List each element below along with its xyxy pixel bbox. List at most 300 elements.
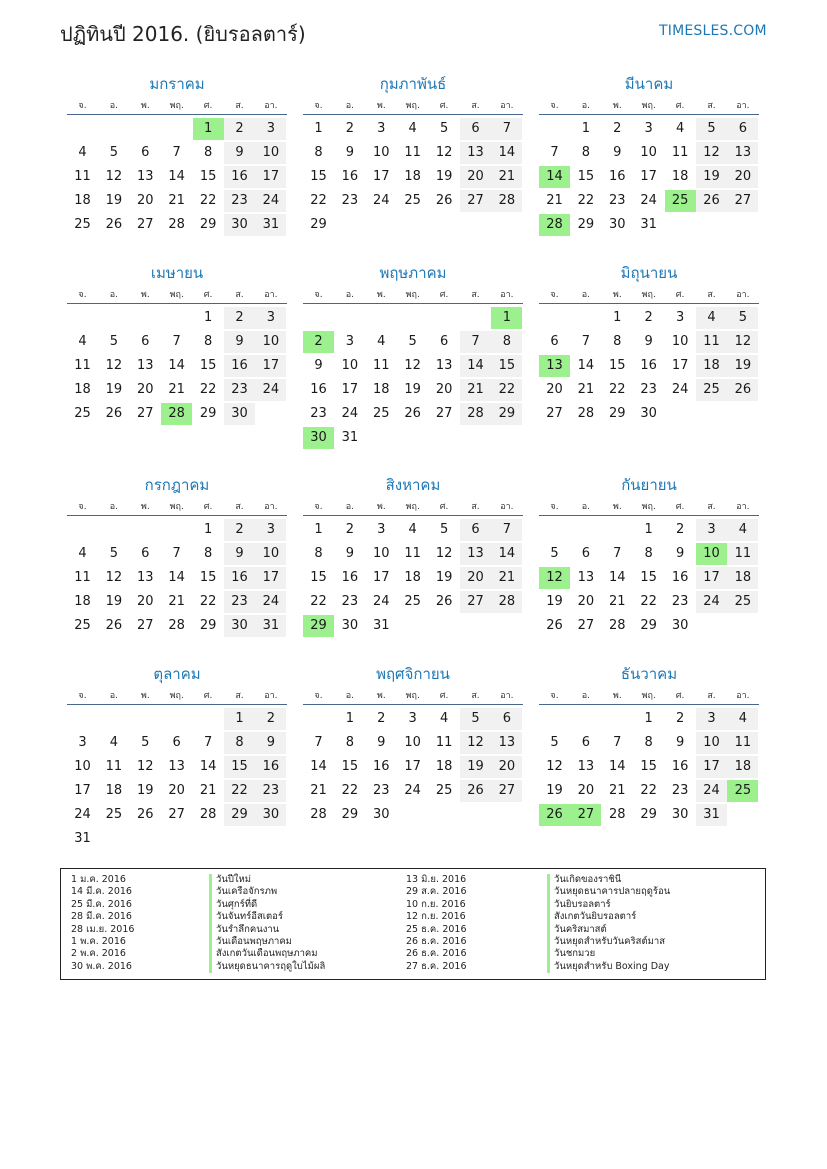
weekday-label: พ. xyxy=(140,290,150,300)
day-cell: 10 xyxy=(404,735,421,750)
day-cell: 26 xyxy=(435,193,453,208)
holiday-day-cell: 13 xyxy=(539,355,570,377)
day-cell: 9 xyxy=(255,732,286,754)
day-cell: 21 xyxy=(168,594,185,609)
day-cell: 17 xyxy=(696,756,727,778)
day-cell: 8 xyxy=(644,735,653,750)
day-cell: 15 xyxy=(640,759,657,774)
day-cell: 20 xyxy=(460,567,491,589)
day-cell: 6 xyxy=(727,118,758,140)
site-link[interactable]: TIMESLES.COM xyxy=(659,23,767,39)
day-cell: 25 xyxy=(373,406,390,421)
day-cell: 17 xyxy=(404,759,421,774)
legend-date: 14 มี.ค. 2016 xyxy=(71,886,132,898)
day-cell: 6 xyxy=(581,546,591,561)
day-cell: 13 xyxy=(577,759,595,774)
legend-date: 10 ก.ย. 2016 xyxy=(406,898,466,910)
legend-date: 26 ธ.ค. 2016 xyxy=(406,948,467,960)
day-cell: 20 xyxy=(577,783,595,798)
weekday-label: อา. xyxy=(500,502,514,512)
day-cell: 11 xyxy=(74,358,91,373)
month-name: มิถุนายน xyxy=(620,264,678,282)
day-cell: 16 xyxy=(310,382,327,397)
legend-holiday-name: วันชกมวย xyxy=(547,948,670,960)
day-cell: 2 xyxy=(345,121,355,136)
holiday-day-cell: 27 xyxy=(570,804,601,826)
day-cell: 22 xyxy=(640,783,657,798)
day-cell: 3 xyxy=(255,519,286,541)
day-cell: 29 xyxy=(199,217,217,232)
day-cell: 14 xyxy=(491,142,522,164)
day-cell: 28 xyxy=(577,406,595,421)
day-cell: 22 xyxy=(609,382,626,397)
weekday-label: อ. xyxy=(109,502,119,512)
day-cell: 27 xyxy=(577,618,595,633)
holiday-day-cell: 28 xyxy=(161,403,192,425)
day-cell: 28 xyxy=(310,807,327,822)
day-cell: 6 xyxy=(141,334,150,349)
day-cell: 6 xyxy=(460,519,491,541)
holiday-day-cell: 26 xyxy=(539,804,570,826)
day-cell: 31 xyxy=(640,217,657,232)
day-cell: 12 xyxy=(105,358,123,373)
legend-holiday-name: วันเครือจักรภพ xyxy=(209,886,325,898)
legend-holiday-name: วันรำลึกคนงาน xyxy=(209,924,325,936)
day-cell: 31 xyxy=(341,430,359,445)
day-cell: 4 xyxy=(439,711,449,726)
month-name: พฤษภาคม xyxy=(379,264,447,282)
day-cell: 26 xyxy=(696,190,727,212)
day-cell: 16 xyxy=(671,570,689,585)
day-cell: 27 xyxy=(137,217,154,232)
day-cell: 22 xyxy=(199,193,217,208)
day-cell: 25 xyxy=(105,807,123,822)
day-cell: 14 xyxy=(460,355,491,377)
day-cell: 28 xyxy=(199,807,217,822)
day-cell: 21 xyxy=(168,193,185,208)
day-cell: 23 xyxy=(671,783,689,798)
day-cell: 9 xyxy=(224,142,255,164)
day-cell: 26 xyxy=(137,807,154,822)
day-cell: 21 xyxy=(609,783,626,798)
day-cell: 16 xyxy=(373,759,390,774)
weekday-label: ศ. xyxy=(203,691,213,701)
day-cell: 19 xyxy=(696,166,727,188)
day-cell: 13 xyxy=(137,570,154,585)
day-cell: 13 xyxy=(137,169,154,184)
day-cell: 22 xyxy=(199,594,217,609)
day-cell: 31 xyxy=(74,831,91,846)
holiday-day-cell: 28 xyxy=(539,214,570,236)
day-cell: 29 xyxy=(640,618,657,633)
day-cell: 12 xyxy=(435,546,453,561)
day-cell: 13 xyxy=(168,759,185,774)
day-cell: 15 xyxy=(609,358,626,373)
day-cell: 17 xyxy=(255,567,286,589)
day-cell: 23 xyxy=(609,193,626,208)
day-cell: 11 xyxy=(696,331,727,353)
day-cell: 30 xyxy=(224,214,255,236)
day-cell: 7 xyxy=(203,735,213,750)
day-cell: 16 xyxy=(640,358,657,373)
weekday-label: อ. xyxy=(109,101,119,111)
day-cell: 14 xyxy=(168,169,185,184)
day-cell: 16 xyxy=(671,759,689,774)
day-cell: 4 xyxy=(377,334,386,349)
day-cell: 14 xyxy=(310,759,327,774)
weekday-label: อ. xyxy=(109,691,119,701)
weekday-label: จ. xyxy=(78,691,87,701)
weekday-label: จ. xyxy=(550,691,559,701)
weekday-label: อา. xyxy=(736,101,750,111)
day-cell: 20 xyxy=(727,166,758,188)
day-cell: 27 xyxy=(435,406,453,421)
day-cell: 30 xyxy=(671,618,689,633)
day-cell: 28 xyxy=(460,403,491,425)
weekday-label: อ. xyxy=(581,691,591,701)
weekday-label: อา. xyxy=(736,290,750,300)
day-cell: 8 xyxy=(224,732,255,754)
day-cell: 24 xyxy=(373,193,390,208)
day-cell: 20 xyxy=(137,594,154,609)
day-cell: 9 xyxy=(345,546,355,561)
day-cell: 21 xyxy=(491,166,522,188)
month-name: ตุลาคม xyxy=(153,665,201,683)
day-cell: 30 xyxy=(224,615,255,637)
day-cell: 9 xyxy=(345,145,355,160)
weekday-label: พ. xyxy=(612,101,622,111)
day-cell: 16 xyxy=(224,567,255,589)
weekday-label: ส. xyxy=(235,290,244,300)
day-cell: 8 xyxy=(314,546,323,561)
day-cell: 16 xyxy=(224,355,255,377)
day-cell: 1 xyxy=(203,522,213,537)
day-cell: 31 xyxy=(373,618,390,633)
day-cell: 26 xyxy=(460,780,491,802)
day-cell: 10 xyxy=(74,759,91,774)
day-cell: 24 xyxy=(341,406,359,421)
weekday-label: ส. xyxy=(707,691,716,701)
weekday-label: ศ. xyxy=(203,101,213,111)
day-cell: 2 xyxy=(255,708,286,730)
weekday-label: จ. xyxy=(550,502,559,512)
day-cell: 20 xyxy=(577,594,595,609)
day-cell: 5 xyxy=(550,546,559,561)
day-cell: 18 xyxy=(435,759,453,774)
day-cell: 12 xyxy=(137,759,154,774)
weekday-label: ส. xyxy=(707,290,716,300)
day-cell: 16 xyxy=(341,570,359,585)
day-cell: 3 xyxy=(377,121,386,136)
weekday-label: อ. xyxy=(581,502,591,512)
day-cell: 3 xyxy=(255,118,286,140)
weekday-label: อา. xyxy=(736,691,750,701)
month-name: มกราคม xyxy=(149,75,205,93)
day-cell: 7 xyxy=(460,331,491,353)
day-cell: 17 xyxy=(671,358,689,373)
day-cell: 15 xyxy=(310,570,327,585)
day-cell: 3 xyxy=(675,310,685,325)
day-cell: 23 xyxy=(310,406,327,421)
day-cell: 5 xyxy=(109,145,119,160)
weekday-label: ศ. xyxy=(675,502,685,512)
day-cell: 30 xyxy=(255,804,286,826)
month-name: ธันวาคม xyxy=(620,665,678,683)
month-name: เมษายน xyxy=(150,264,204,282)
day-cell: 25 xyxy=(727,591,758,613)
month-name: สิงหาคม xyxy=(385,476,441,494)
day-cell: 11 xyxy=(435,735,453,750)
day-cell: 4 xyxy=(78,145,87,160)
day-cell: 20 xyxy=(137,193,154,208)
weekday-label: พฤ. xyxy=(169,691,184,701)
day-cell: 7 xyxy=(172,546,181,561)
legend-date: 26 ธ.ค. 2016 xyxy=(406,935,467,947)
day-cell: 15 xyxy=(224,756,255,778)
day-cell: 15 xyxy=(341,759,359,774)
day-cell: 3 xyxy=(644,121,653,136)
day-cell: 10 xyxy=(255,142,286,164)
day-cell: 21 xyxy=(310,783,327,798)
day-cell: 17 xyxy=(373,570,390,585)
day-cell: 17 xyxy=(74,783,91,798)
day-cell: 22 xyxy=(310,594,327,609)
day-cell: 2 xyxy=(675,522,685,537)
weekday-label: อา. xyxy=(264,290,278,300)
legend-date: 12 ก.ย. 2016 xyxy=(406,911,466,923)
day-cell: 15 xyxy=(310,169,327,184)
day-cell: 18 xyxy=(74,594,91,609)
day-cell: 18 xyxy=(671,169,689,184)
day-cell: 2 xyxy=(224,519,255,541)
day-cell: 26 xyxy=(435,594,453,609)
day-cell: 29 xyxy=(199,406,217,421)
day-cell: 6 xyxy=(141,145,150,160)
day-cell: 9 xyxy=(377,735,386,750)
month-divider xyxy=(303,114,523,115)
day-cell: 5 xyxy=(109,546,119,561)
holiday-day-cell: 25 xyxy=(665,190,696,212)
day-cell: 20 xyxy=(546,382,563,397)
day-cell: 17 xyxy=(373,169,390,184)
legend-holiday-name: วันศุกร์ที่ดี xyxy=(209,899,325,911)
day-cell: 5 xyxy=(550,735,559,750)
day-cell: 1 xyxy=(644,522,653,537)
day-cell: 24 xyxy=(74,807,91,822)
day-cell: 21 xyxy=(168,382,185,397)
day-cell: 12 xyxy=(435,145,453,160)
weekday-label: อ. xyxy=(345,290,355,300)
day-cell: 24 xyxy=(255,190,286,212)
month-divider xyxy=(67,303,287,304)
weekday-label: อ. xyxy=(581,101,591,111)
day-cell: 9 xyxy=(314,358,323,373)
day-cell: 22 xyxy=(341,783,359,798)
weekday-label: จ. xyxy=(550,101,559,111)
weekday-label: พฤ. xyxy=(169,290,184,300)
day-cell: 27 xyxy=(137,406,154,421)
day-cell: 10 xyxy=(640,145,657,160)
day-cell: 8 xyxy=(644,546,653,561)
weekday-label: พฤ. xyxy=(169,101,184,111)
weekday-label: ส. xyxy=(707,101,716,111)
holiday-legend xyxy=(60,868,766,980)
day-cell: 14 xyxy=(577,358,595,373)
weekday-label: อา. xyxy=(500,290,514,300)
day-cell: 19 xyxy=(546,594,563,609)
weekday-label: ส. xyxy=(471,691,480,701)
day-cell: 20 xyxy=(137,382,154,397)
day-cell: 29 xyxy=(199,618,217,633)
legend-holiday-name: วันคริสมาสต์ xyxy=(547,924,670,936)
day-cell: 1 xyxy=(224,708,255,730)
legend-date: 27 ธ.ค. 2016 xyxy=(406,960,467,972)
day-cell: 11 xyxy=(74,570,91,585)
day-cell: 26 xyxy=(404,406,421,421)
day-cell: 21 xyxy=(460,379,491,401)
weekday-label: พ. xyxy=(376,691,386,701)
day-cell: 4 xyxy=(408,121,417,136)
day-cell: 4 xyxy=(78,334,87,349)
day-cell: 27 xyxy=(137,618,154,633)
day-cell: 20 xyxy=(460,166,491,188)
day-cell: 26 xyxy=(105,618,123,633)
day-cell: 2 xyxy=(644,310,653,325)
legend-holiday-name: วันหยุดสำหรับวันคริสต์มาส xyxy=(547,936,670,948)
day-cell: 1 xyxy=(314,121,323,136)
day-cell: 30 xyxy=(224,403,255,425)
weekday-label: ส. xyxy=(235,691,244,701)
day-cell: 4 xyxy=(408,522,417,537)
day-cell: 23 xyxy=(224,379,255,401)
weekday-label: พฤ. xyxy=(641,101,656,111)
day-cell: 8 xyxy=(203,145,213,160)
day-cell: 8 xyxy=(203,546,213,561)
day-cell: 24 xyxy=(696,780,727,802)
legend-date: 1 ม.ค. 2016 xyxy=(71,874,126,885)
day-cell: 5 xyxy=(696,118,727,140)
day-cell: 15 xyxy=(491,355,522,377)
weekday-label: พ. xyxy=(140,101,150,111)
weekday-label: จ. xyxy=(550,290,559,300)
day-cell: 23 xyxy=(341,193,359,208)
day-cell: 19 xyxy=(105,193,123,208)
day-cell: 22 xyxy=(199,382,217,397)
day-cell: 20 xyxy=(168,783,185,798)
day-cell: 19 xyxy=(727,355,758,377)
weekday-label: จ. xyxy=(314,502,323,512)
month-name: กรกฎาคม xyxy=(144,476,210,494)
day-cell: 8 xyxy=(491,331,522,353)
day-cell: 8 xyxy=(203,334,213,349)
day-cell: 10 xyxy=(255,543,286,565)
day-cell: 8 xyxy=(345,735,355,750)
day-cell: 10 xyxy=(255,331,286,353)
day-cell: 18 xyxy=(74,193,91,208)
day-cell: 23 xyxy=(671,594,689,609)
month-divider xyxy=(539,704,759,705)
day-cell: 19 xyxy=(137,783,154,798)
weekday-label: อา. xyxy=(500,101,514,111)
legend-holiday-name: วันจันทร์อีสเตอร์ xyxy=(209,911,325,923)
day-cell: 1 xyxy=(203,310,213,325)
day-cell: 31 xyxy=(696,804,727,826)
weekday-label: ศ. xyxy=(203,290,213,300)
month-divider xyxy=(303,303,523,304)
weekday-label: พ. xyxy=(612,290,622,300)
day-cell: 27 xyxy=(460,190,491,212)
legend-holiday-name: สังเกตวันเดือนพฤษภาคม xyxy=(209,948,325,960)
legend-holiday-name: วันหยุดสำหรับ Boxing Day xyxy=(547,961,670,973)
day-cell: 9 xyxy=(224,331,255,353)
weekday-label: พ. xyxy=(376,290,386,300)
day-cell: 19 xyxy=(105,594,123,609)
day-cell: 26 xyxy=(546,618,563,633)
day-cell: 6 xyxy=(460,118,491,140)
month-divider xyxy=(67,114,287,115)
day-cell: 29 xyxy=(224,804,255,826)
day-cell: 12 xyxy=(404,358,421,373)
day-cell: 12 xyxy=(460,732,491,754)
day-cell: 13 xyxy=(460,543,491,565)
weekday-label: ศ. xyxy=(439,502,449,512)
day-cell: 31 xyxy=(255,214,286,236)
weekday-label: จ. xyxy=(314,101,323,111)
day-cell: 7 xyxy=(172,145,181,160)
day-cell: 23 xyxy=(640,382,657,397)
day-cell: 2 xyxy=(345,522,355,537)
weekday-label: พฤ. xyxy=(169,502,184,512)
weekday-label: ศ. xyxy=(439,290,449,300)
day-cell: 15 xyxy=(577,169,595,184)
day-cell: 24 xyxy=(696,591,727,613)
weekday-label: ส. xyxy=(471,502,480,512)
day-cell: 2 xyxy=(377,711,386,726)
day-cell: 10 xyxy=(671,334,689,349)
day-cell: 8 xyxy=(613,334,622,349)
day-cell: 29 xyxy=(341,807,359,822)
day-cell: 17 xyxy=(255,355,286,377)
weekday-label: ส. xyxy=(471,290,480,300)
day-cell: 29 xyxy=(577,217,595,232)
day-cell: 25 xyxy=(696,379,727,401)
day-cell: 7 xyxy=(491,519,522,541)
day-cell: 3 xyxy=(377,522,386,537)
day-cell: 1 xyxy=(613,310,622,325)
day-cell: 29 xyxy=(310,217,327,232)
day-cell: 6 xyxy=(550,334,559,349)
weekday-label: พ. xyxy=(140,502,150,512)
weekday-label: อ. xyxy=(345,691,355,701)
day-cell: 5 xyxy=(109,334,119,349)
holiday-day-cell: 1 xyxy=(491,307,522,329)
day-cell: 7 xyxy=(613,546,622,561)
day-cell: 11 xyxy=(105,759,123,774)
weekday-label: ศ. xyxy=(439,691,449,701)
day-cell: 19 xyxy=(546,783,563,798)
day-cell: 29 xyxy=(640,807,657,822)
day-cell: 10 xyxy=(373,546,390,561)
day-cell: 16 xyxy=(341,169,359,184)
day-cell: 29 xyxy=(609,406,626,421)
month-divider xyxy=(539,303,759,304)
weekday-label: พ. xyxy=(612,691,622,701)
day-cell: 10 xyxy=(341,358,359,373)
weekday-label: จ. xyxy=(78,101,87,111)
day-cell: 12 xyxy=(696,142,727,164)
day-cell: 12 xyxy=(105,570,123,585)
day-cell: 18 xyxy=(696,355,727,377)
